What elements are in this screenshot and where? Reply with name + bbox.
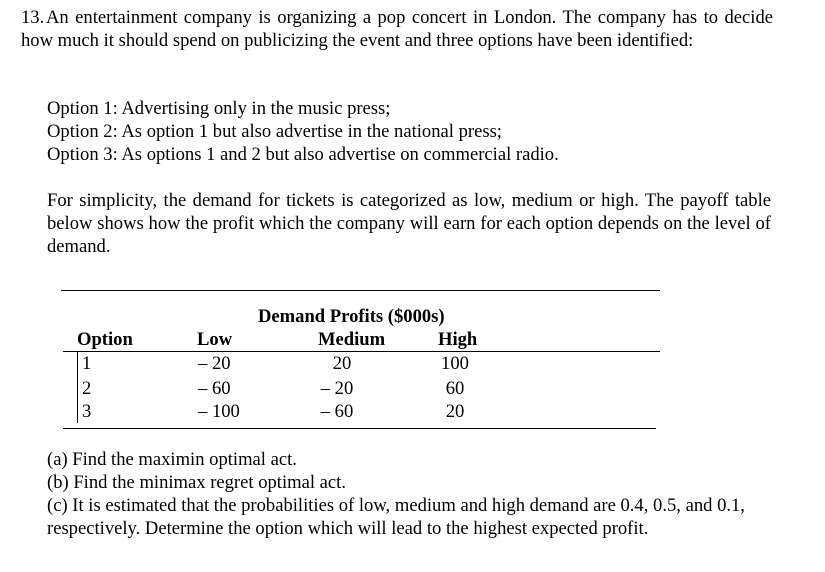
header-medium: Medium: [318, 329, 386, 350]
option-1-line: Option 1: Advertising only in the music press;: [47, 98, 391, 119]
row-3-high: 20: [445, 401, 465, 422]
question-intro: [21, 6, 773, 52]
part-a: (a) Find the maximin optimal act.: [47, 449, 297, 470]
row-3-medium: – 60: [320, 401, 354, 422]
question-number: 13.: [21, 7, 45, 28]
row-3-low: – 100: [198, 401, 240, 422]
table-top-rule: [61, 290, 660, 291]
question-parts: [47, 448, 775, 540]
options-list: [47, 97, 559, 166]
row-1-medium: 20: [332, 353, 352, 374]
table-bottom-rule: [63, 428, 656, 429]
header-high: High: [438, 329, 478, 350]
row-2-option: 2: [82, 378, 92, 399]
option-3-line: Option 3: As options 1 and 2 but also advertise on commercial radio.: [47, 144, 559, 165]
part-b: (b) Find the minimax regret optimal act.: [47, 472, 346, 493]
group-header: Demand Profits ($000s): [258, 306, 445, 327]
option-2-line: Option 2: As option 1 but also advertise in the national press;: [47, 121, 502, 142]
part-c: (c) It is estimated that the probabilities of low, medium and high demand are 0.4, 0.5, and 0.1, respectively. Determine the option which will lead to the highest expected profit.: [47, 495, 745, 539]
row-1-high: 100: [441, 353, 469, 374]
header-low: Low: [197, 329, 233, 350]
table-option-divider: [77, 351, 78, 423]
row-2-high: 60: [445, 378, 465, 399]
payoff-description: For simplicity, the demand for tickets is categorized as low, medium or high. The payoff table below shows how the profit which the company will earn for each option depends on the level of demand.: [47, 190, 771, 257]
row-1-option: 1: [82, 353, 92, 374]
row-2-medium: – 20: [320, 378, 354, 399]
question-intro-text: An entertainment company is organizing a pop concert in London. The company has to decide how much it should spend on publicizing the event and three options have been identified:: [21, 7, 773, 51]
row-2-low: – 60: [198, 378, 231, 399]
row-1-low: – 20: [198, 353, 231, 374]
row-3-option: 3: [82, 401, 92, 422]
header-option: Option: [77, 329, 133, 350]
